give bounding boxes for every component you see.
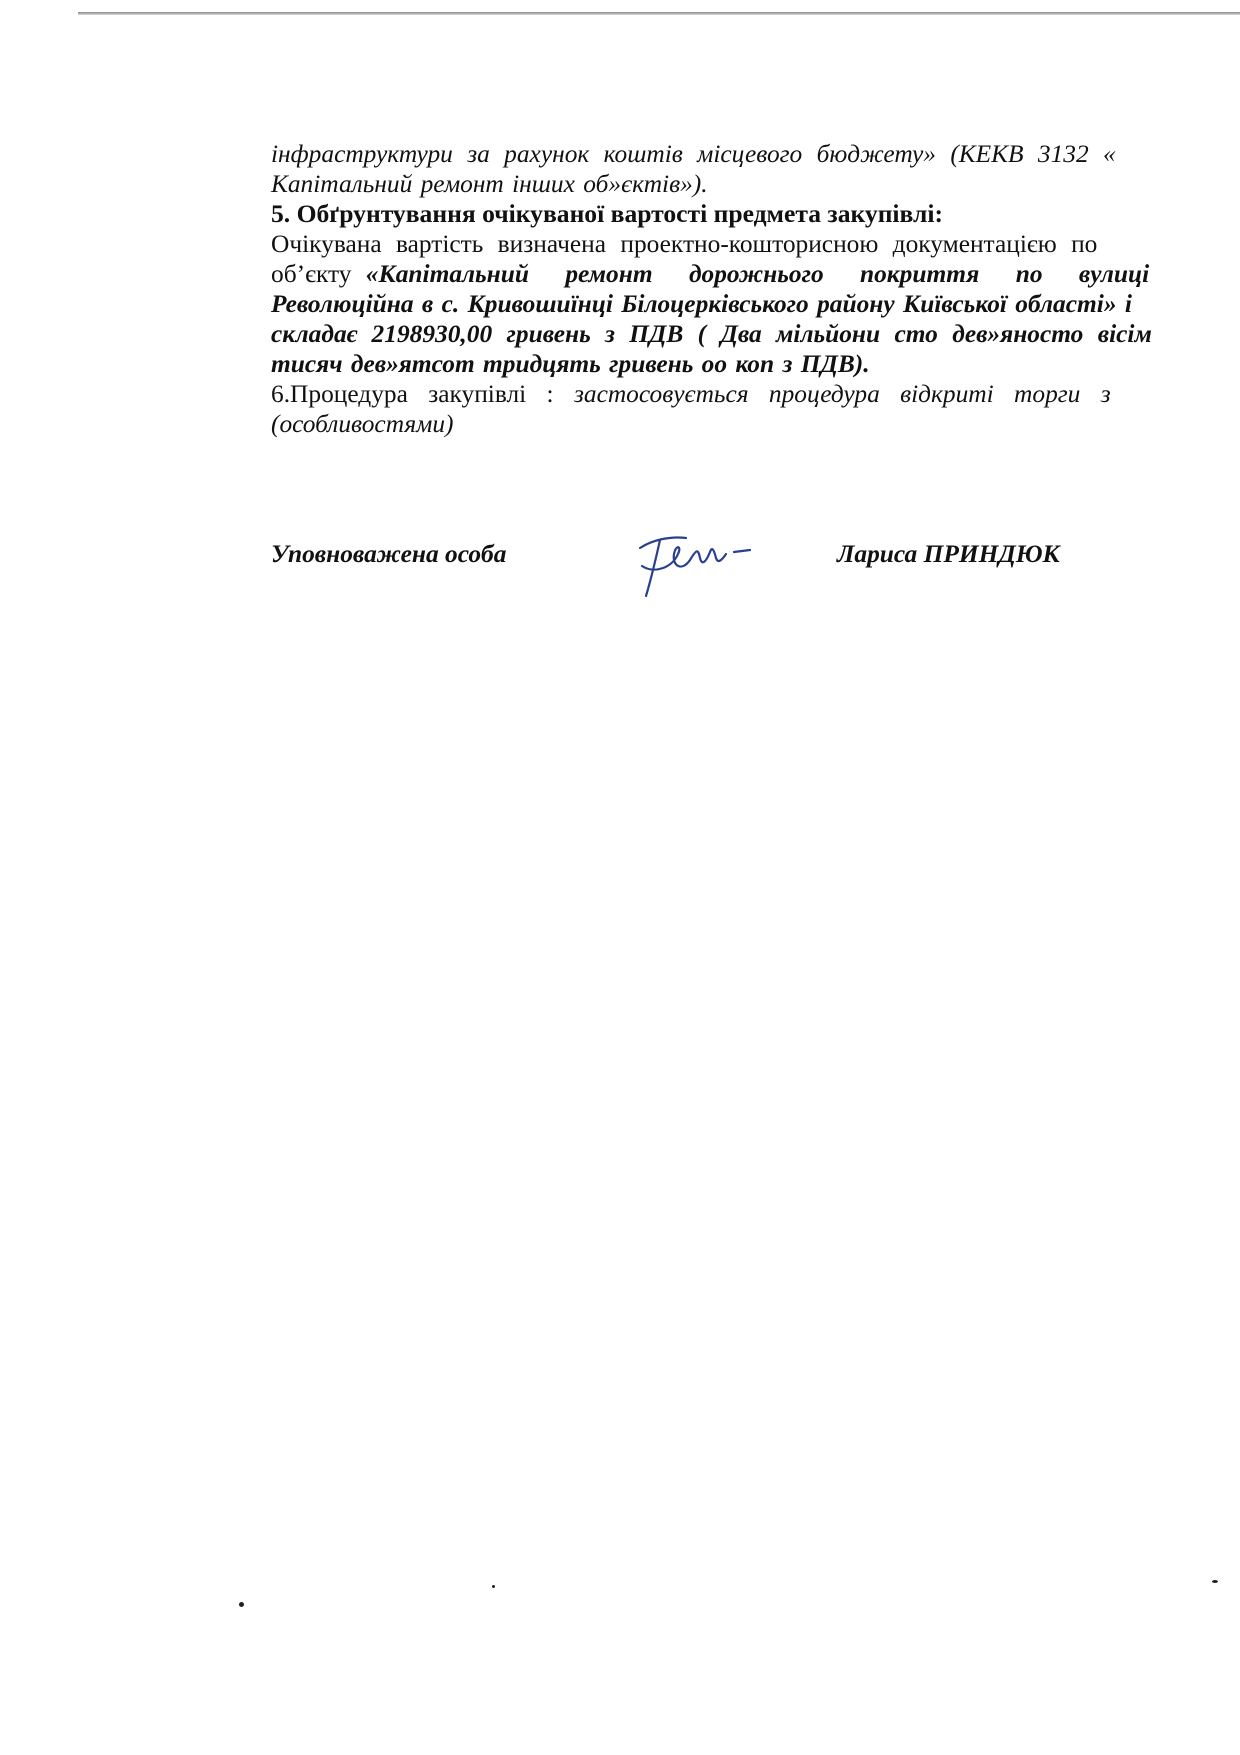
scan-speck [1212,1580,1218,1583]
signature-row [271,540,1171,610]
handwritten-signature [626,510,766,610]
text-line: Капітальний ремонт інших об»єктів»). [271,170,708,198]
text-line [271,379,1240,409]
text-line: Революційна в с. Кривошиїнці Білоцерківського району Київської області» і [271,290,1132,318]
scan-speck [239,1602,244,1607]
text-line: складає 2198930,00 гривень з ПДВ ( Два мільйони сто дев»яносто вісім [271,320,1152,348]
scan-speck [492,1585,495,1588]
signatory-name: Лариса ПРИНДЮК [837,540,1060,568]
text-run-bold-italic: «Капітальний ремонт дорожнього покриття по вулиці [365,260,1150,288]
text-line: (особливостями) [271,410,454,438]
text-run-italic: застосовується процедура відкриті торги з [573,380,1111,408]
text-run: 6.Процедура закупівлі : [271,380,574,408]
paragraph-expected-cost [271,229,1240,379]
text-line [271,259,1240,289]
text-line: тисяч дев»ятсот тридцять гривень оо коп з ПДВ). [271,350,870,378]
text-line: інфраструктури за рахунок коштів місцевого бюджету» (КЕКВ 3132 « [271,140,1116,168]
section-heading-5: 5. Обґрунтування очікуваної вартості предмета закупівлі: [271,199,944,228]
signatory-role: Уповноважена особа [271,540,507,568]
text-run: об’єкту [271,260,366,288]
body-text [271,139,1240,439]
paragraph-procedure [271,379,1240,439]
paragraph-continuation [271,139,1240,199]
text-line: Очікувана вартість визначена проектно-кошторисною документацією по [271,230,1098,258]
